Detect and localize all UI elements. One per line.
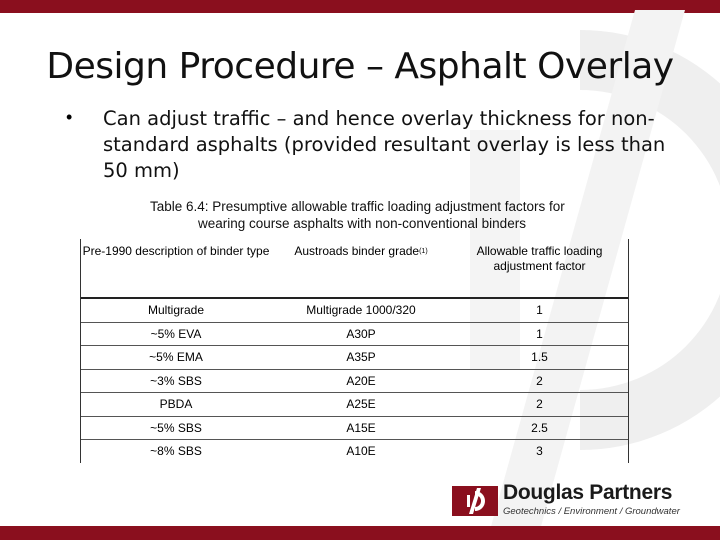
cell-adjustment-factor: 2.5 — [531, 420, 548, 435]
table-row — [81, 417, 628, 441]
logo-company-name: Douglas Partners — [503, 481, 673, 504]
douglas-partners-logo-icon — [452, 486, 498, 516]
cell-binder-type: PBDA — [159, 397, 193, 412]
table-row — [81, 299, 628, 323]
header-binder-grade-label: Austroads binder grade — [294, 244, 420, 258]
table-row — [81, 440, 628, 463]
header-footnote-marker: (1) — [419, 248, 428, 255]
cell-adjustment-factor: 2 — [536, 397, 543, 412]
table-row — [81, 393, 628, 417]
table-row — [81, 346, 628, 370]
cell-adjustment-factor: 1 — [536, 326, 543, 341]
table-caption — [150, 198, 600, 232]
bullet-text: Can adjust traffic – and hence overlay thickness for non-standard asphalts (provided resultant overlay is less than 50 mm) — [103, 107, 666, 182]
cell-binder-type: Multigrade — [147, 303, 205, 318]
cell-binder-grade: A35P — [346, 350, 376, 365]
cell-adjustment-factor: 1.5 — [531, 350, 548, 365]
table-header-row — [81, 239, 628, 299]
header-binder-grade — [271, 239, 451, 297]
cell-adjustment-factor: 1 — [536, 303, 543, 318]
cell-binder-type: ~5% EMA — [149, 350, 203, 365]
cell-binder-grade: A25E — [346, 397, 376, 412]
cell-adjustment-factor: 3 — [536, 444, 543, 459]
cell-binder-grade: A15E — [346, 420, 376, 435]
cell-binder-type: ~8% SBS — [150, 444, 202, 459]
cell-binder-type: ~3% SBS — [150, 373, 202, 388]
header-adjustment-factor: Allowable traffic loading adjustment factor — [476, 244, 603, 273]
table-caption-line2: wearing course asphalts with non-conventional binders — [198, 216, 526, 231]
logo-tagline: Geotechnics / Environment / Groundwater — [503, 506, 680, 517]
cell-binder-grade: A20E — [346, 373, 376, 388]
header-binder-type: Pre-1990 description of binder type — [82, 244, 270, 258]
table-row — [81, 370, 628, 394]
table-caption-line1: Table 6.4: Presumptive allowable traffic loading adjustment factors for — [150, 199, 565, 214]
cell-adjustment-factor: 2 — [536, 373, 543, 388]
bottom-accent-bar — [0, 526, 720, 540]
cell-binder-grade: A30P — [346, 326, 376, 341]
cell-binder-type: ~5% EVA — [150, 326, 202, 341]
binder-adjustment-table — [80, 239, 629, 463]
bullet-marker: • — [66, 107, 73, 127]
cell-binder-type: ~5% SBS — [150, 420, 202, 435]
cell-binder-grade: A10E — [346, 444, 376, 459]
cell-binder-grade: Multigrade 1000/320 — [306, 303, 416, 318]
company-logo — [452, 481, 692, 518]
table-row — [81, 323, 628, 347]
slide-title: Design Procedure – Asphalt Overlay — [46, 46, 674, 87]
